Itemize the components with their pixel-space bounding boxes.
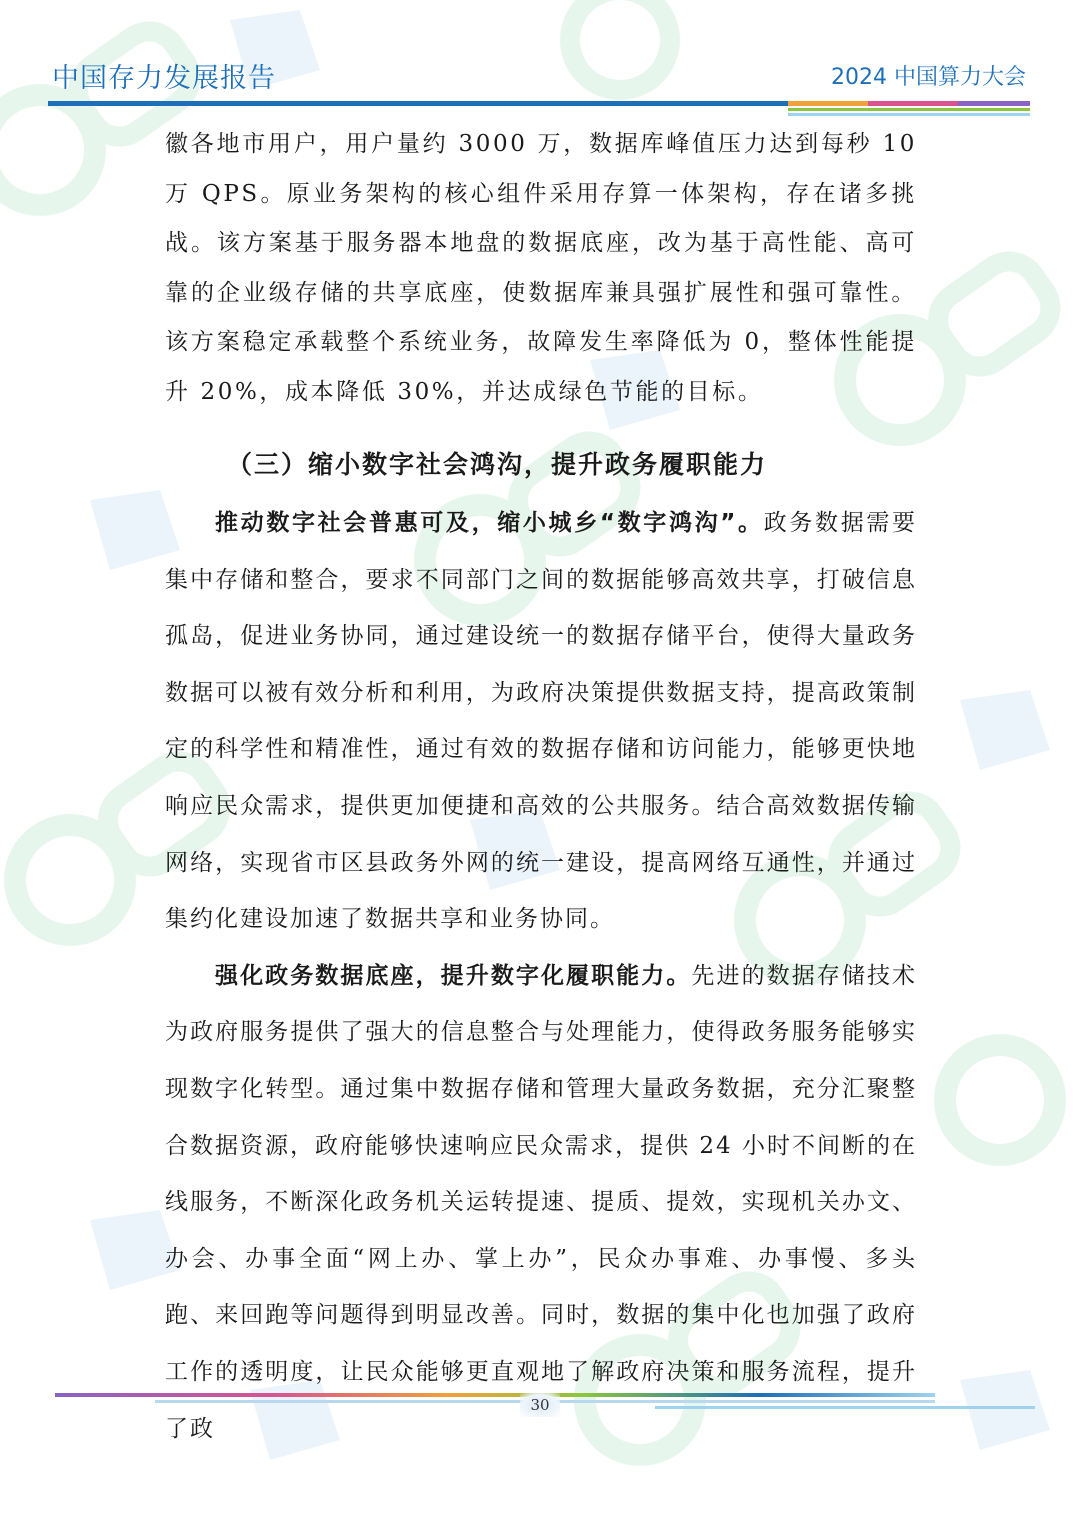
paragraph-text: 先进的数据存储技术为政府服务提供了强大的信息整合与处理能力，使得政务服务能够实现数字化转型。通过集中数据存储和管理大量政务数据，充分汇聚整合数据资源，政府能够快速响应民众需求，提供 24 小时不间断的在线服务，不断深化政务机关运转提速、提质、提效，实现机关办文、办会、办事全面“网上办、掌上办”，民众办事难、办事慢、多头跑、来回跑等问题得到明显改善。同时，数据的集中化也加强了政府工作的透明度，让民众能够更直观地了解政府决策和服务流程，提升了政 [165,962,918,1442]
page-content [165,120,917,1457]
conference-title: 2024 中国算力大会 [831,65,1026,90]
page-header [48,50,1030,100]
page-number: 30 [520,1393,560,1417]
paragraph-data-foundation [165,948,917,1457]
paragraph-lead: 强化政务数据底座，提升数字化履职能力。 [215,962,692,989]
report-title: 中国存力发展报告 [52,63,276,94]
header-rule [48,101,1030,117]
watermark-logo [923,1023,1076,1176]
paragraph-text: 政务数据需要集中存储和整合，要求不同部门之间的数据能够高效共享，打破信息孤岛，促进业务协同，通过建设统一的数据存储平台，使得大量政务数据可以被有效分析和利用，为政府决策提供数据支持，提高政策制定的科学性和精准性，通过有效的数据存储和访问能力，能够更快地响应民众需求，提供更加便捷和高效的公共服务。结合高效数据传输网络，实现省市区县政务外网的统一建设，提高网络互通性，并通过集约化建设加速了数据共享和业务协同。 [165,510,918,933]
paragraph-digital-divide [165,495,917,948]
paragraph-case-study: 徽各地市用户，用户量约 3000 万，数据库峰值压力达到每秒 10 万 QPS。原业务架构的核心组件采用存算一体架构，存在诸多挑战。该方案基于服务器本地盘的数据底座，改为基于高性能、高可靠的企业级存储的共享底座，使数据库兼具强扩展性和强可靠性。该方案稳定承载整个系统业务，故障发生率降低为 0，整体性能提升 20%，成本降低 30%，并达成绿色节能的目标。 [165,131,917,405]
paragraph-lead: 推动数字社会普惠可及，缩小城乡“数字鸿沟”。 [215,510,764,536]
section-heading: （三）缩小数字社会鸿沟，提升政务履职能力 [227,450,768,479]
